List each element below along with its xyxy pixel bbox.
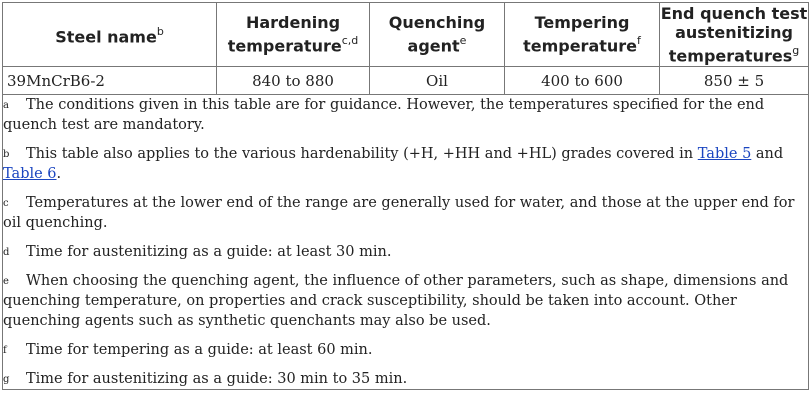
table-row — [3, 67, 809, 95]
footnote-b: b This table also applies to the various hardenability (+H, +HH and +HL) grades covered in Table 5 and Table 6. — [3, 146, 784, 182]
header-hardening-temperature: Hardening temperature$^{c,d}$ — [217, 3, 370, 67]
header-end-quench-test: End quench test austenitizing temperatures$^g$ — [660, 3, 808, 66]
footnote-a: a The conditions given in this table are for guidance. However, the temperatures specified for the end quench test are mandatory. — [3, 97, 765, 133]
header-quenching-agent: Quenching agent$^e$ — [370, 3, 505, 67]
footnote-g: g Time for austenitizing as a guide: 30 min to 35 min. — [3, 371, 408, 387]
footnote-c: c Temperatures at the lower end of the range are generally used for water, and those at the upper end for oil quenching. — [3, 195, 795, 231]
cell-austenitizing-temperature: 850 ± 5 — [660, 67, 809, 95]
footnote-f: f Time for tempering as a guide: at least 60 min. — [3, 342, 373, 358]
footnote-d: d Time for austenitizing as a guide: at least 30 min. — [3, 244, 392, 260]
footnote-e: e When choosing the quenching agent, the influence of other parameters, such as shape, dimensions and quenching temperature, on properties and crack susceptibility, should be taken into account. Other quenching agents such as synthetic quenchants may also be used. — [3, 273, 789, 329]
cell-hardening-temperature: 840 to 880 — [217, 67, 370, 95]
cell-quenching-agent: Oil — [370, 67, 505, 95]
cell-tempering-temperature: 400 to 600 — [505, 67, 660, 95]
table-5-link[interactable]: Table 5 — [697, 146, 752, 162]
header-tempering-temperature: Tempering temperature$^f$ — [505, 3, 660, 67]
header-steel-name: Steel name$^b$ — [3, 3, 217, 67]
table-6-link[interactable]: Table 6 — [3, 166, 57, 182]
heat-treatment-table — [2, 2, 809, 390]
header-row — [3, 3, 809, 67]
footnotes-cell — [3, 95, 809, 390]
cell-steel-name: 39MnCrB6-2 — [3, 67, 217, 95]
footnotes-row — [3, 95, 809, 390]
